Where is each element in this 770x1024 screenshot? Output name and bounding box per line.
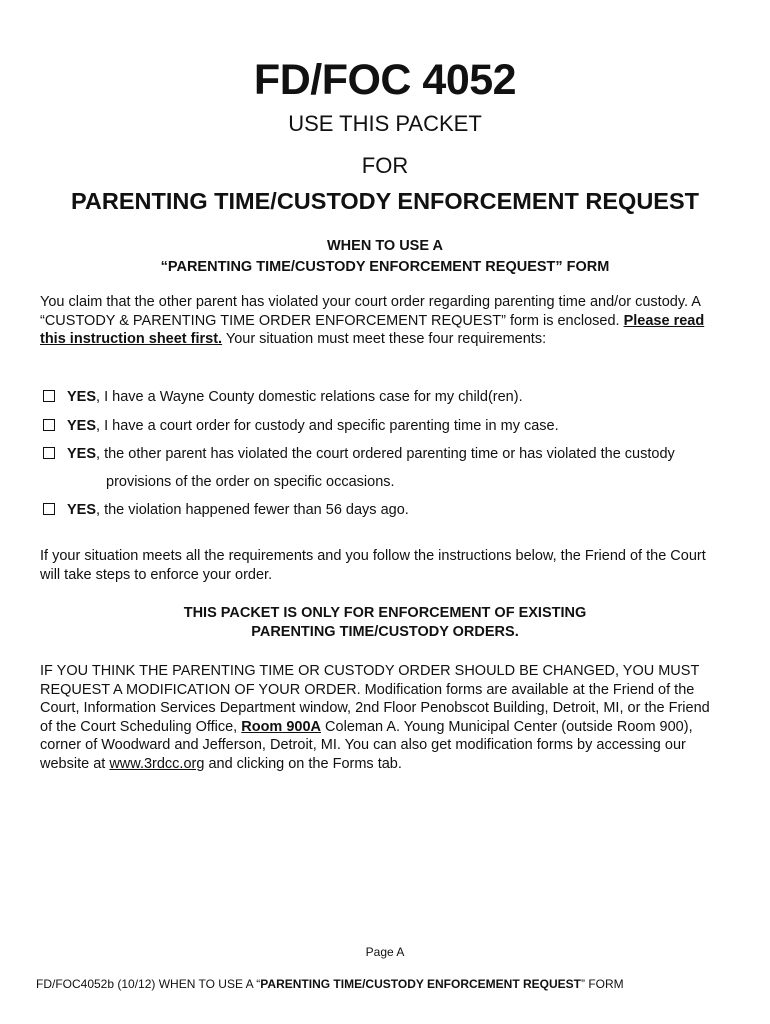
room-number: Room 900A <box>241 718 322 735</box>
when-to-use-line-1: WHEN TO USE A <box>326 238 443 254</box>
requirement-4 <box>40 496 720 524</box>
requirement-yes: YES <box>67 418 97 434</box>
notice-line-1: THIS PACKET IS ONLY FOR ENFORCEMENT OF EXISTING <box>183 605 587 621</box>
requirement-text: , the other parent has violated the court ordered parenting time or has violated the custody <box>96 446 675 462</box>
intro-emphasis: Please read this instruction sheet first. <box>40 312 705 347</box>
checkbox-icon[interactable] <box>43 390 55 402</box>
packet-line-1: USE THIS PACKET <box>288 111 482 136</box>
footer-suffix: ” FORM <box>581 977 624 991</box>
packet-line-2: FOR <box>361 153 409 178</box>
footer <box>36 977 756 991</box>
modification-text-1: IF YOU THINK THE PARENTING TIME OR CUSTODY ORDER SHOULD BE CHANGED, YOU MUST REQUEST A MODIFICATION OF YOUR ORDER. Modification forms are available at the Friend of the Court, Information Services Department window, 2nd Floor Penobscot Building, Detroit, MI, or the Friend of the Court Scheduling Office, <box>40 663 710 735</box>
modification-text-3: and clicking on the Forms tab. <box>204 755 402 772</box>
requirement-2 <box>40 412 720 440</box>
modification-paragraph <box>40 662 712 773</box>
website-link[interactable]: www.3rdcc.org <box>109 755 205 772</box>
checkbox-icon[interactable] <box>43 447 55 459</box>
form-number: FD/FOC 4052 <box>253 56 517 104</box>
intro-text-after: Your situation must meet these four requirements: <box>222 331 547 347</box>
intro-text-before: You claim that the other parent has violated your court order regarding parenting time and/or custody. A “CUSTODY & PARENTING TIME ORDER ENFORCEMENT REQUEST” form is enclosed. <box>40 294 701 329</box>
page-label: Page A <box>365 945 405 959</box>
closing-paragraph: If your situation meets all the requirements and you follow the instructions below, the Friend of the Court will take steps to enforce your order. <box>40 548 706 583</box>
requirement-yes: YES <box>67 446 97 462</box>
requirement-yes: YES <box>67 389 97 405</box>
intro-paragraph <box>40 293 712 349</box>
footer-prefix: FD/FOC4052b (10/12) WHEN TO USE A “ <box>36 977 261 991</box>
checkbox-icon[interactable] <box>43 419 55 431</box>
footer-title: PARENTING TIME/CUSTODY ENFORCEMENT REQUEST <box>260 977 581 991</box>
checkbox-icon[interactable] <box>43 503 55 515</box>
existing-orders-notice <box>0 604 770 641</box>
requirement-continuation: provisions of the order on specific occasions. <box>106 474 395 490</box>
requirement-3 <box>40 440 720 496</box>
requirement-text: , I have a court order for custody and specific parenting time in my case. <box>96 418 559 434</box>
requirement-text: , the violation happened fewer than 56 days ago. <box>96 502 409 518</box>
notice-line-2: PARENTING TIME/CUSTODY ORDERS. <box>251 623 519 640</box>
requirement-yes: YES <box>67 502 97 518</box>
requirement-text: , I have a Wayne County domestic relations case for my child(ren). <box>96 389 523 405</box>
when-to-use-line-2: “PARENTING TIME/CUSTODY ENFORCEMENT REQUEST” FORM <box>160 259 610 275</box>
packet-title: PARENTING TIME/CUSTODY ENFORCEMENT REQUEST <box>70 188 700 214</box>
requirement-1 <box>40 383 720 411</box>
modification-text-2: Coleman A. Young Municipal Center (outside Room 900), corner of Woodward and Jefferson, Detroit, MI. You can also get modification forms by accessing our website at <box>40 718 693 772</box>
when-to-use-heading <box>0 236 770 278</box>
